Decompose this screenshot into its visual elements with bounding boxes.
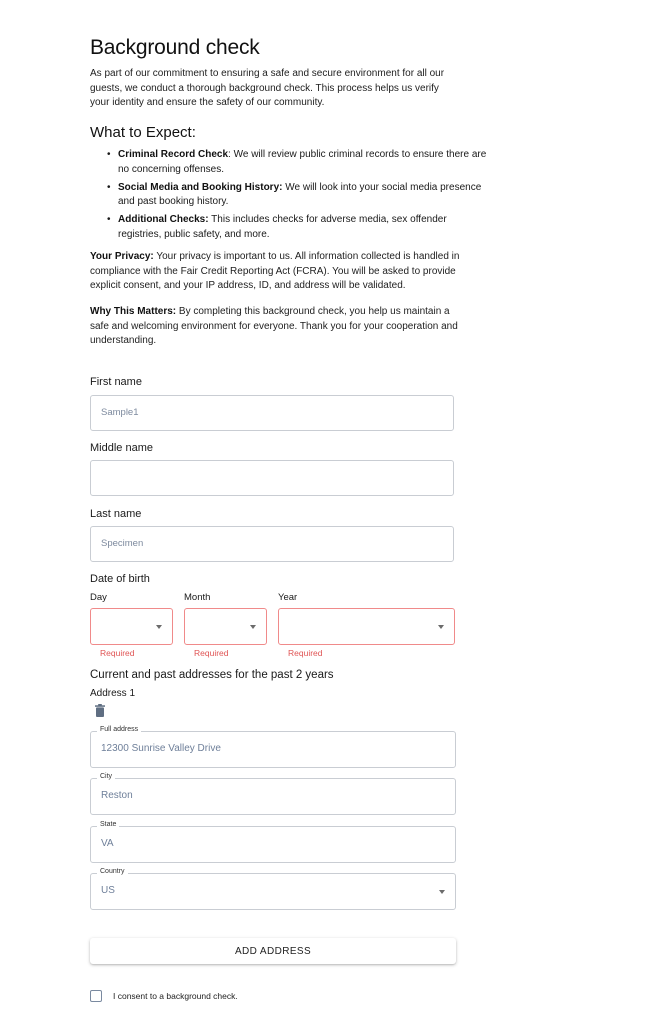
privacy-title: Your Privacy: [90, 251, 154, 262]
expect-item-title: Social Media and Booking History: [118, 181, 283, 193]
country-label: Country [97, 868, 128, 875]
day-label: Day [90, 592, 107, 603]
addresses-heading: Current and past addresses for the past 2 years [90, 669, 334, 681]
expect-item-text: We will look into your social media presence and past booking history. [118, 181, 482, 208]
chevron-down-icon [250, 625, 256, 629]
intro-text: As part of our commitment to ensuring a safe and secure environment for all our guests, we conduct a thorough background check. This process helps us verify your identity and ensure the safety of our community. [90, 68, 445, 109]
privacy-text [90, 250, 460, 294]
first-name-value: Sample1 [101, 407, 139, 418]
expect-item-text: This includes checks for adverse media, sex offender registries, public safety, and more. [118, 214, 447, 240]
page-title: Background check [90, 36, 260, 59]
chevron-down-icon [438, 625, 444, 629]
expect-heading: What to Expect: [90, 124, 196, 141]
city-field[interactable] [90, 773, 456, 815]
full-address-value: 12300 Sunrise Valley Drive [101, 743, 221, 754]
address-1-title: Address 1 [90, 688, 136, 699]
matters-text [90, 305, 460, 349]
country-value: US [101, 885, 115, 896]
expect-item-social [118, 181, 488, 210]
year-error: Required [288, 648, 323, 658]
month-select[interactable] [184, 608, 267, 645]
consent-row[interactable] [90, 990, 238, 1002]
year-label: Year [278, 592, 298, 603]
month-error: Required [194, 648, 229, 658]
state-label: State [97, 821, 119, 828]
consent-checkbox[interactable] [90, 990, 102, 1002]
expect-item-criminal [118, 148, 488, 177]
day-select[interactable] [90, 608, 173, 645]
day-error: Required [100, 648, 135, 658]
expect-item-title: Additional Checks: [118, 214, 209, 226]
city-label: City [97, 773, 115, 780]
month-label: Month [184, 592, 211, 603]
chevron-down-icon [439, 890, 445, 894]
consent-label: I consent to a background check. [113, 991, 238, 1001]
chevron-down-icon [156, 625, 162, 629]
expect-item-title: Criminal Record Check [118, 149, 229, 160]
privacy-body: Your privacy is important to us. All information collected is handled in compliance with the Fair Credit Reporting Act (FCRA). You will be asked to provide explicit consent, and your IP address, ID, and address will be validated. [90, 251, 460, 292]
first-name-input[interactable] [90, 395, 454, 431]
trash-icon[interactable] [95, 704, 105, 717]
expect-item-additional [118, 213, 488, 242]
last-name-input[interactable] [90, 526, 454, 562]
first-name-label: First name [90, 376, 142, 388]
dob-label: Date of birth [90, 573, 150, 585]
state-field[interactable] [90, 821, 456, 863]
middle-name-input[interactable] [90, 460, 454, 496]
expect-item-text: : We will review public criminal records to ensure there are no concerning offenses. [118, 149, 487, 175]
state-value: VA [101, 838, 114, 849]
add-address-button[interactable]: ADD ADDRESS [90, 938, 456, 964]
middle-name-label: Middle name [90, 442, 153, 454]
last-name-value: Specimen [101, 538, 144, 549]
year-select[interactable] [278, 608, 455, 645]
full-address-field[interactable] [90, 726, 456, 768]
full-address-label: Full address [97, 726, 141, 733]
matters-body: By completing this background check, you help us maintain a safe and welcoming environment for everyone. Thank you for your cooperation and understanding. [90, 306, 458, 347]
last-name-label: Last name [90, 508, 142, 520]
country-select[interactable] [90, 868, 456, 910]
expect-list [90, 148, 488, 246]
matters-title: Why This Matters: [90, 306, 177, 317]
city-value: Reston [101, 790, 133, 801]
